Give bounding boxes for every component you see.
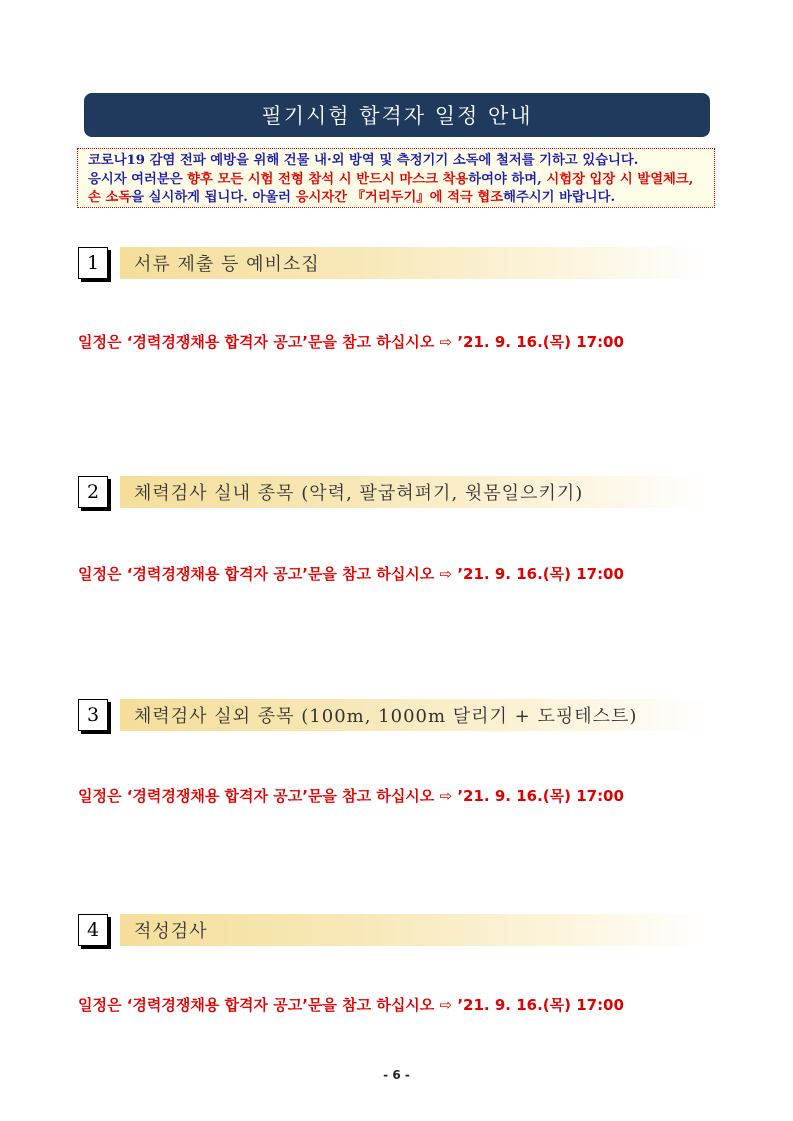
section-title: 체력검사 실내 종목 (악력, 팔굽혀펴기, 윗몸일으키기) [120,476,710,508]
page-number: - 6 - [383,1068,410,1082]
arrow-icon: ⇨ [439,787,453,805]
notice-text: 하여야 하며, [468,171,547,187]
section-number: 3 [78,699,108,731]
schedule-date: ’21. 9. 16.(목) 17:00 [457,787,624,805]
section-title: 적성검사 [120,914,710,946]
arrow-icon: ⇨ [439,565,453,583]
section-title: 체력검사 실외 종목 (100m, 1000m 달리기 + 도핑테스트) [120,699,710,731]
schedule-text: 일정은 ‘경력경쟁채용 합격자 공고’문을 참고 하십시오 [78,787,435,805]
schedule-date: ’21. 9. 16.(목) 17:00 [457,996,624,1014]
schedule-text: 일정은 ‘경력경쟁채용 합격자 공고’문을 참고 하십시오 [78,996,435,1014]
section-number: 1 [78,247,108,279]
notice-text: 응시자 여러분은 [88,171,188,187]
notice-line-3 [88,189,708,208]
section-number: 2 [78,476,108,508]
arrow-icon: ⇨ [439,996,453,1014]
page-title: 필기시험 합격자 일정 안내 [84,93,710,137]
section-1 [78,247,718,281]
notice-highlight: 손 소독 [88,190,132,205]
section-3 [78,699,718,733]
schedule-line-2 [78,563,738,584]
schedule-line-3 [78,785,738,806]
notice-highlight: 응시자간 『거리두기』에 적극 협조 [295,190,504,205]
schedule-date: ’21. 9. 16.(목) 17:00 [457,333,624,351]
notice-text: 을 실시하게 됩니다. 아울러 [131,190,296,205]
section-2 [78,476,718,510]
arrow-icon: ⇨ [439,333,453,351]
section-number: 4 [78,914,108,946]
notice-line-1: 코로나19 감염 전파 예방을 위해 건물 내·외 방역 및 측정기기 소독에 철저를 기하고 있습니다. [88,153,639,168]
notice-highlight: 시험장 입장 시 발열체크, [546,171,694,187]
notice-text: 해주시기 바랍니다. [503,190,616,205]
notice-highlight: 향후 모든 시험 전형 참석 시 반드시 마스크 착용 [187,171,469,187]
schedule-date: ’21. 9. 16.(목) 17:00 [457,565,624,583]
schedule-text: 일정은 ‘경력경쟁채용 합격자 공고’문을 참고 하십시오 [78,333,435,351]
schedule-line-4 [78,994,738,1015]
section-title: 서류 제출 등 예비소집 [120,247,710,279]
schedule-line-1 [78,331,738,352]
section-4 [78,914,718,948]
covid-notice [77,148,715,208]
schedule-text: 일정은 ‘경력경쟁채용 합격자 공고’문을 참고 하십시오 [78,565,435,583]
notice-line-2 [88,171,708,190]
